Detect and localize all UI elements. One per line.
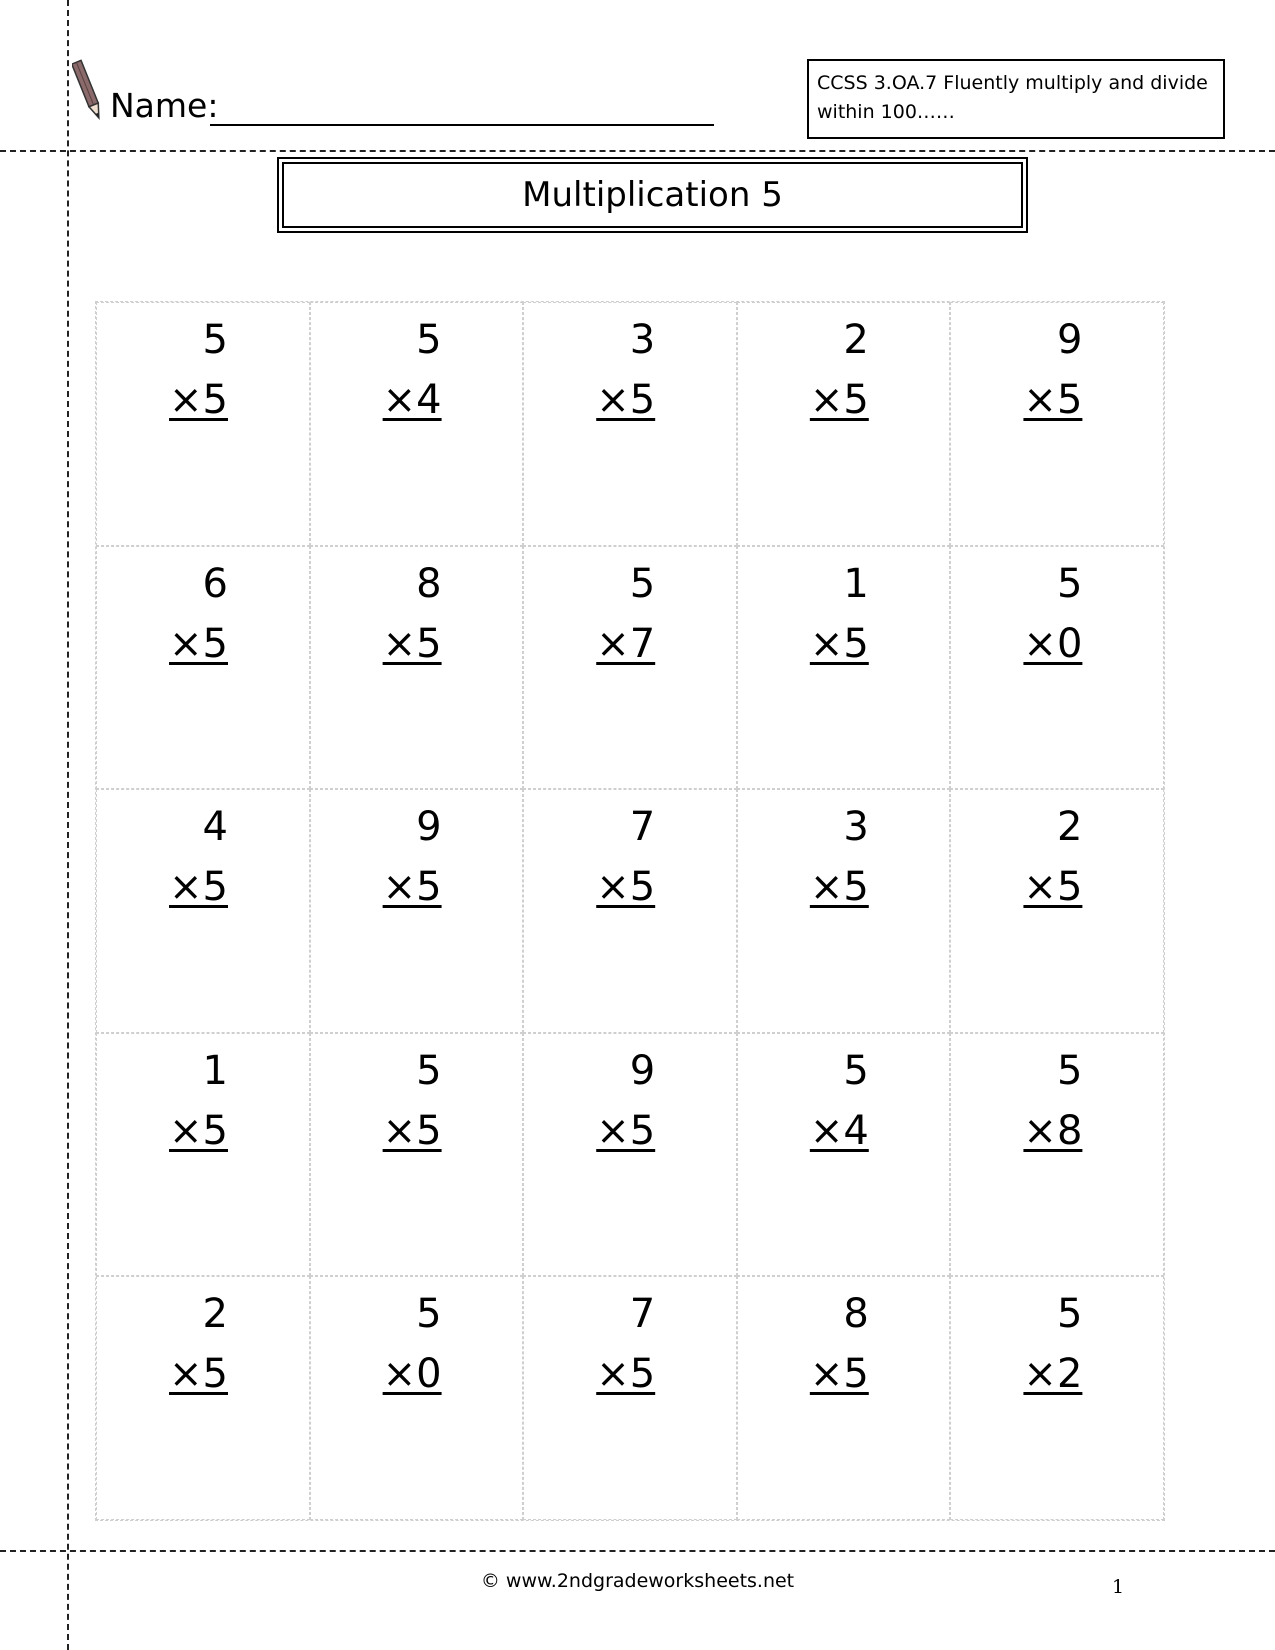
margin-dash-line-vertical bbox=[67, 0, 69, 1650]
problem-top-number: 6 bbox=[202, 560, 228, 607]
problem-top-number: 5 bbox=[1056, 560, 1083, 607]
problem-multiplier: ×0 bbox=[1023, 620, 1083, 667]
problem-top-number: 2 bbox=[843, 317, 869, 363]
problem-multiplier: ×5 bbox=[382, 620, 442, 667]
problem-cell[interactable] bbox=[737, 1276, 951, 1520]
problem-top-number: 5 bbox=[843, 1047, 869, 1094]
problem-top-number: 5 bbox=[416, 317, 442, 363]
problem-top-number: 9 bbox=[629, 1047, 656, 1094]
problem-multiplier: ×5 bbox=[1023, 864, 1083, 911]
problem-cell[interactable] bbox=[950, 302, 1164, 546]
problem-top-number: 7 bbox=[629, 1291, 656, 1338]
problem-cell[interactable] bbox=[950, 546, 1164, 790]
problem-cell[interactable] bbox=[96, 1276, 310, 1520]
problem-cell[interactable] bbox=[950, 789, 1164, 1033]
problem-cell[interactable] bbox=[950, 1033, 1164, 1277]
problem-multiplier: ×5 bbox=[596, 377, 656, 423]
problem-cell[interactable] bbox=[96, 302, 310, 546]
problem-top-number: 9 bbox=[416, 804, 442, 851]
problem-multiplier: ×5 bbox=[382, 1107, 442, 1154]
problem-multiplier: ×7 bbox=[596, 620, 656, 667]
problem-multiplier: ×5 bbox=[1023, 377, 1083, 423]
problem-cell[interactable] bbox=[737, 546, 951, 790]
problem-cell[interactable] bbox=[950, 1276, 1164, 1520]
problem-top-number: 5 bbox=[416, 1047, 442, 1094]
problem-cell[interactable] bbox=[96, 789, 310, 1033]
problem-cell[interactable] bbox=[523, 1276, 737, 1520]
problem-multiplier: ×5 bbox=[169, 1107, 228, 1154]
worksheet-title: Multiplication 5 bbox=[282, 162, 1023, 228]
standard-box bbox=[807, 59, 1225, 139]
problem-cell[interactable] bbox=[737, 789, 951, 1033]
problem-multiplier: ×5 bbox=[809, 377, 869, 423]
pencil-icon bbox=[72, 56, 104, 126]
problem-top-number: 7 bbox=[629, 804, 656, 851]
margin-dash-line-bottom bbox=[0, 1550, 1275, 1552]
margin-dash-line-top bbox=[0, 150, 1275, 152]
problem-top-number: 8 bbox=[416, 560, 442, 607]
problem-multiplier: ×5 bbox=[169, 377, 228, 423]
problem-cell[interactable] bbox=[310, 546, 524, 790]
name-label: Name: bbox=[110, 86, 219, 125]
problem-top-number: 5 bbox=[202, 317, 228, 363]
problem-top-number: 8 bbox=[843, 1291, 869, 1338]
title-box bbox=[277, 157, 1028, 233]
copyright-footer: © www.2ndgradeworksheets.net bbox=[480, 1570, 795, 1592]
problem-grid bbox=[95, 301, 1165, 1521]
problem-multiplier: ×5 bbox=[596, 864, 656, 911]
problem-top-number: 4 bbox=[202, 804, 228, 851]
standard-text-line-2: within 100…… bbox=[817, 101, 955, 123]
problem-cell[interactable] bbox=[523, 546, 737, 790]
problem-top-number: 1 bbox=[202, 1047, 228, 1094]
problem-top-number: 3 bbox=[843, 804, 869, 851]
problem-cell[interactable] bbox=[310, 302, 524, 546]
problem-multiplier: ×5 bbox=[809, 1351, 869, 1398]
problem-cell[interactable] bbox=[310, 1033, 524, 1277]
problem-multiplier: ×8 bbox=[1023, 1107, 1083, 1154]
problem-multiplier: ×0 bbox=[382, 1351, 442, 1398]
problem-top-number: 5 bbox=[629, 560, 656, 607]
problem-multiplier: ×5 bbox=[809, 620, 869, 667]
problem-multiplier: ×5 bbox=[169, 620, 228, 667]
problem-cell[interactable] bbox=[310, 1276, 524, 1520]
problem-multiplier: ×5 bbox=[169, 1351, 228, 1398]
page-number: 1 bbox=[1112, 1576, 1125, 1598]
problem-cell[interactable] bbox=[523, 789, 737, 1033]
problem-cell[interactable] bbox=[310, 789, 524, 1033]
problem-top-number: 3 bbox=[629, 317, 656, 363]
problem-multiplier: ×5 bbox=[169, 864, 228, 911]
problem-multiplier: ×4 bbox=[382, 377, 442, 423]
problem-top-number: 5 bbox=[416, 1291, 442, 1338]
problem-cell[interactable] bbox=[96, 1033, 310, 1277]
problem-multiplier: ×5 bbox=[596, 1351, 656, 1398]
problem-multiplier: ×5 bbox=[596, 1107, 656, 1154]
problem-cell[interactable] bbox=[96, 546, 310, 790]
problem-cell[interactable] bbox=[737, 302, 951, 546]
standard-text-line-1: CCSS 3.OA.7 Fluently multiply and divide bbox=[817, 72, 1208, 94]
problem-top-number: 5 bbox=[1056, 1047, 1083, 1094]
name-field[interactable] bbox=[210, 124, 714, 126]
problem-top-number: 1 bbox=[843, 560, 869, 607]
problem-top-number: 2 bbox=[202, 1291, 228, 1338]
problem-multiplier: ×2 bbox=[1023, 1351, 1083, 1398]
problem-top-number: 9 bbox=[1056, 317, 1083, 363]
problem-top-number: 5 bbox=[1056, 1291, 1083, 1338]
problem-cell[interactable] bbox=[523, 1033, 737, 1277]
problem-cell[interactable] bbox=[523, 302, 737, 546]
problem-cell[interactable] bbox=[737, 1033, 951, 1277]
problem-multiplier: ×5 bbox=[382, 864, 442, 911]
problem-multiplier: ×5 bbox=[809, 864, 869, 911]
problem-top-number: 2 bbox=[1056, 804, 1083, 851]
problem-multiplier: ×4 bbox=[809, 1107, 869, 1154]
